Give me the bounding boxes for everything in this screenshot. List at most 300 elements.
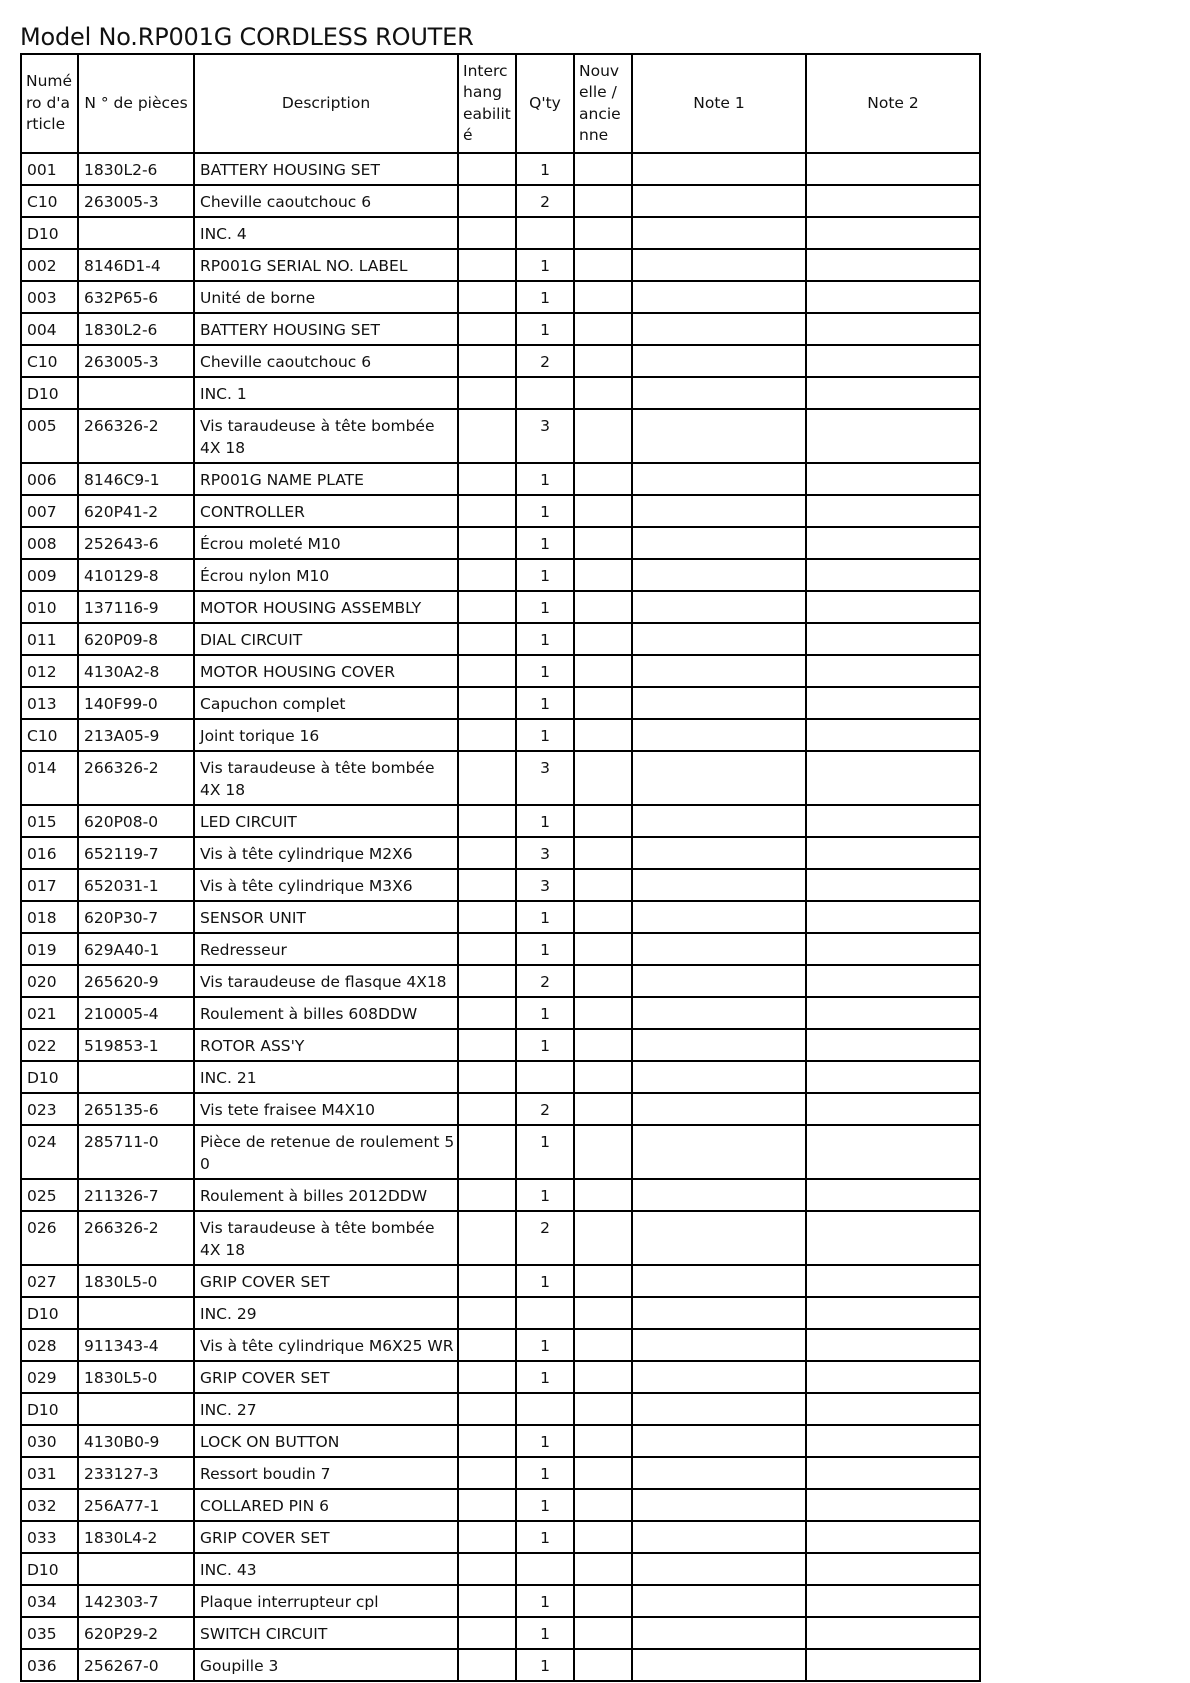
- interchangeability-cell: [458, 1125, 516, 1179]
- new-old-cell: [574, 1521, 632, 1553]
- item-number-cell: D10: [21, 377, 78, 409]
- note-1-cell: [632, 1457, 806, 1489]
- item-number-cell: 007: [21, 495, 78, 527]
- quantity-cell: 1: [516, 901, 574, 933]
- new-old-cell: [574, 751, 632, 805]
- table-row: [21, 1179, 980, 1211]
- item-number-cell: 009: [21, 559, 78, 591]
- header-note-2: Note 2: [806, 54, 980, 153]
- interchangeability-cell: [458, 313, 516, 345]
- interchangeability-cell: [458, 591, 516, 623]
- new-old-cell: [574, 965, 632, 997]
- item-number-cell: 026: [21, 1211, 78, 1265]
- table-row: [21, 1061, 980, 1093]
- note-1-cell: [632, 281, 806, 313]
- note-2-cell: [806, 463, 980, 495]
- note-2-cell: [806, 1125, 980, 1179]
- interchangeability-cell: [458, 409, 516, 463]
- item-number-cell: D10: [21, 1393, 78, 1425]
- description-cell: LOCK ON BUTTON: [194, 1425, 458, 1457]
- note-1-cell: [632, 527, 806, 559]
- note-1-cell: [632, 1179, 806, 1211]
- item-number-cell: 011: [21, 623, 78, 655]
- table-row: [21, 153, 980, 185]
- quantity-cell: [516, 1297, 574, 1329]
- note-2-cell: [806, 1179, 980, 1211]
- new-old-cell: [574, 805, 632, 837]
- note-2-cell: [806, 687, 980, 719]
- quantity-cell: 1: [516, 1617, 574, 1649]
- item-number-cell: 020: [21, 965, 78, 997]
- description-cell: Vis à tête cylindrique M6X25 WR: [194, 1329, 458, 1361]
- part-number-cell: 1830L4-2: [78, 1521, 194, 1553]
- quantity-cell: 1: [516, 249, 574, 281]
- quantity-cell: 1: [516, 591, 574, 623]
- new-old-cell: [574, 1211, 632, 1265]
- note-2-cell: [806, 217, 980, 249]
- note-2-cell: [806, 1029, 980, 1061]
- description-cell: DIAL CIRCUIT: [194, 623, 458, 655]
- note-1-cell: [632, 1125, 806, 1179]
- part-number-cell: 632P65-6: [78, 281, 194, 313]
- note-1-cell: [632, 1553, 806, 1585]
- description-cell: SENSOR UNIT: [194, 901, 458, 933]
- quantity-cell: 1: [516, 933, 574, 965]
- table-row: [21, 623, 980, 655]
- note-1-cell: [632, 1093, 806, 1125]
- part-number-cell: 652031-1: [78, 869, 194, 901]
- quantity-cell: 1: [516, 719, 574, 751]
- new-old-cell: [574, 313, 632, 345]
- part-number-cell: 4130A2-8: [78, 655, 194, 687]
- note-2-cell: [806, 1093, 980, 1125]
- description-cell: Roulement à billes 2012DDW: [194, 1179, 458, 1211]
- note-2-cell: [806, 933, 980, 965]
- table-row: [21, 249, 980, 281]
- note-1-cell: [632, 1425, 806, 1457]
- part-number-cell: 211326-7: [78, 1179, 194, 1211]
- part-number-cell: 252643-6: [78, 527, 194, 559]
- header-description: Description: [194, 54, 458, 153]
- note-1-cell: [632, 719, 806, 751]
- item-number-cell: D10: [21, 1061, 78, 1093]
- part-number-cell: 1830L5-0: [78, 1361, 194, 1393]
- note-1-cell: [632, 1361, 806, 1393]
- description-cell: ROTOR ASS'Y: [194, 1029, 458, 1061]
- table-row: [21, 1617, 980, 1649]
- quantity-cell: 2: [516, 345, 574, 377]
- document-title: Model No.RP001G CORDLESS ROUTER: [20, 23, 474, 51]
- part-number-cell: 256A77-1: [78, 1489, 194, 1521]
- part-number-cell: 620P29-2: [78, 1617, 194, 1649]
- new-old-cell: [574, 185, 632, 217]
- note-1-cell: [632, 1329, 806, 1361]
- note-2-cell: [806, 1585, 980, 1617]
- note-1-cell: [632, 559, 806, 591]
- description-cell: RP001G SERIAL NO. LABEL: [194, 249, 458, 281]
- table-row: [21, 997, 980, 1029]
- interchangeability-cell: [458, 869, 516, 901]
- note-1-cell: [632, 623, 806, 655]
- quantity-cell: 1: [516, 1179, 574, 1211]
- header-note-1: Note 1: [632, 54, 806, 153]
- quantity-cell: 1: [516, 463, 574, 495]
- description-cell: Cheville caoutchouc 6: [194, 345, 458, 377]
- new-old-cell: [574, 1553, 632, 1585]
- interchangeability-cell: [458, 495, 516, 527]
- note-1-cell: [632, 463, 806, 495]
- note-2-cell: [806, 527, 980, 559]
- table-row: [21, 751, 980, 805]
- note-2-cell: [806, 1211, 980, 1265]
- interchangeability-cell: [458, 185, 516, 217]
- note-2-cell: [806, 1329, 980, 1361]
- new-old-cell: [574, 1093, 632, 1125]
- part-number-cell: [78, 1297, 194, 1329]
- part-number-cell: 652119-7: [78, 837, 194, 869]
- note-2-cell: [806, 591, 980, 623]
- new-old-cell: [574, 1393, 632, 1425]
- item-number-cell: 034: [21, 1585, 78, 1617]
- quantity-cell: 1: [516, 313, 574, 345]
- part-number-cell: 1830L2-6: [78, 313, 194, 345]
- table-row: [21, 901, 980, 933]
- interchangeability-cell: [458, 559, 516, 591]
- note-1-cell: [632, 1521, 806, 1553]
- part-number-cell: 519853-1: [78, 1029, 194, 1061]
- note-1-cell: [632, 687, 806, 719]
- note-1-cell: [632, 837, 806, 869]
- table-row: [21, 313, 980, 345]
- new-old-cell: [574, 409, 632, 463]
- interchangeability-cell: [458, 837, 516, 869]
- table-row: [21, 965, 980, 997]
- note-2-cell: [806, 153, 980, 185]
- interchangeability-cell: [458, 377, 516, 409]
- interchangeability-cell: [458, 249, 516, 281]
- part-number-cell: [78, 1393, 194, 1425]
- note-1-cell: [632, 805, 806, 837]
- table-row: [21, 1457, 980, 1489]
- new-old-cell: [574, 1585, 632, 1617]
- header-row: [21, 54, 980, 153]
- table-row: [21, 495, 980, 527]
- new-old-cell: [574, 495, 632, 527]
- part-number-cell: 233127-3: [78, 1457, 194, 1489]
- header-part-number: N ° de pièces: [78, 54, 194, 153]
- table-row: [21, 591, 980, 623]
- description-cell: COLLARED PIN 6: [194, 1489, 458, 1521]
- quantity-cell: 2: [516, 1211, 574, 1265]
- table-row: [21, 933, 980, 965]
- note-2-cell: [806, 1361, 980, 1393]
- quantity-cell: 1: [516, 1425, 574, 1457]
- quantity-cell: 1: [516, 1649, 574, 1681]
- table-row: [21, 1521, 980, 1553]
- quantity-cell: 2: [516, 1093, 574, 1125]
- item-number-cell: 001: [21, 153, 78, 185]
- part-number-cell: 8146C9-1: [78, 463, 194, 495]
- new-old-cell: [574, 377, 632, 409]
- description-cell: LED CIRCUIT: [194, 805, 458, 837]
- description-cell: GRIP COVER SET: [194, 1265, 458, 1297]
- note-1-cell: [632, 655, 806, 687]
- item-number-cell: 031: [21, 1457, 78, 1489]
- description-cell: INC. 43: [194, 1553, 458, 1585]
- interchangeability-cell: [458, 153, 516, 185]
- new-old-cell: [574, 1649, 632, 1681]
- part-number-cell: 266326-2: [78, 409, 194, 463]
- new-old-cell: [574, 1029, 632, 1061]
- header-quantity: Q'ty: [516, 54, 574, 153]
- quantity-cell: 1: [516, 153, 574, 185]
- part-number-cell: 256267-0: [78, 1649, 194, 1681]
- description-cell: SWITCH CIRCUIT: [194, 1617, 458, 1649]
- quantity-cell: [516, 1061, 574, 1093]
- quantity-cell: 1: [516, 281, 574, 313]
- part-number-cell: 265135-6: [78, 1093, 194, 1125]
- table-row: [21, 687, 980, 719]
- note-1-cell: [632, 1649, 806, 1681]
- note-2-cell: [806, 1649, 980, 1681]
- interchangeability-cell: [458, 527, 516, 559]
- note-2-cell: [806, 377, 980, 409]
- new-old-cell: [574, 623, 632, 655]
- new-old-cell: [574, 1457, 632, 1489]
- new-old-cell: [574, 345, 632, 377]
- description-cell: INC. 1: [194, 377, 458, 409]
- table-row: [21, 1029, 980, 1061]
- note-2-cell: [806, 965, 980, 997]
- interchangeability-cell: [458, 965, 516, 997]
- item-number-cell: 030: [21, 1425, 78, 1457]
- note-2-cell: [806, 185, 980, 217]
- quantity-cell: 1: [516, 1585, 574, 1617]
- note-2-cell: [806, 623, 980, 655]
- new-old-cell: [574, 687, 632, 719]
- item-number-cell: 013: [21, 687, 78, 719]
- quantity-cell: 1: [516, 1521, 574, 1553]
- note-1-cell: [632, 185, 806, 217]
- item-number-cell: 018: [21, 901, 78, 933]
- note-2-cell: [806, 837, 980, 869]
- interchangeability-cell: [458, 1649, 516, 1681]
- quantity-cell: 1: [516, 495, 574, 527]
- description-cell: INC. 4: [194, 217, 458, 249]
- note-1-cell: [632, 997, 806, 1029]
- note-1-cell: [632, 933, 806, 965]
- part-number-cell: 142303-7: [78, 1585, 194, 1617]
- header-item-number: Numé ro d'a rticle: [21, 54, 78, 153]
- part-number-cell: 140F99-0: [78, 687, 194, 719]
- description-cell: Joint torique 16: [194, 719, 458, 751]
- new-old-cell: [574, 1179, 632, 1211]
- quantity-cell: 1: [516, 1329, 574, 1361]
- item-number-cell: 033: [21, 1521, 78, 1553]
- description-cell: BATTERY HOUSING SET: [194, 313, 458, 345]
- description-cell: Unité de borne: [194, 281, 458, 313]
- interchangeability-cell: [458, 1521, 516, 1553]
- interchangeability-cell: [458, 1489, 516, 1521]
- new-old-cell: [574, 463, 632, 495]
- quantity-cell: 1: [516, 1489, 574, 1521]
- description-cell: MOTOR HOUSING ASSEMBLY: [194, 591, 458, 623]
- parts-table-body: [21, 153, 980, 1681]
- description-cell: Plaque interrupteur cpl: [194, 1585, 458, 1617]
- table-row: [21, 1393, 980, 1425]
- description-cell: GRIP COVER SET: [194, 1361, 458, 1393]
- quantity-cell: 1: [516, 655, 574, 687]
- quantity-cell: 3: [516, 837, 574, 869]
- note-1-cell: [632, 1061, 806, 1093]
- note-1-cell: [632, 1029, 806, 1061]
- table-row: [21, 527, 980, 559]
- description-cell: Vis taraudeuse à tête bombée 4X 18: [194, 751, 458, 805]
- part-number-cell: 620P30-7: [78, 901, 194, 933]
- new-old-cell: [574, 1265, 632, 1297]
- note-2-cell: [806, 869, 980, 901]
- note-1-cell: [632, 217, 806, 249]
- interchangeability-cell: [458, 345, 516, 377]
- item-number-cell: 005: [21, 409, 78, 463]
- description-cell: RP001G NAME PLATE: [194, 463, 458, 495]
- part-number-cell: 620P09-8: [78, 623, 194, 655]
- item-number-cell: D10: [21, 1297, 78, 1329]
- note-1-cell: [632, 869, 806, 901]
- interchangeability-cell: [458, 805, 516, 837]
- note-2-cell: [806, 805, 980, 837]
- description-cell: Pièce de retenue de roulement 5 0: [194, 1125, 458, 1179]
- new-old-cell: [574, 1361, 632, 1393]
- new-old-cell: [574, 1425, 632, 1457]
- quantity-cell: 3: [516, 409, 574, 463]
- part-number-cell: 8146D1-4: [78, 249, 194, 281]
- note-2-cell: [806, 751, 980, 805]
- table-row: [21, 559, 980, 591]
- new-old-cell: [574, 869, 632, 901]
- part-number-cell: 137116-9: [78, 591, 194, 623]
- item-number-cell: 027: [21, 1265, 78, 1297]
- interchangeability-cell: [458, 623, 516, 655]
- description-cell: Vis à tête cylindrique M2X6: [194, 837, 458, 869]
- new-old-cell: [574, 1329, 632, 1361]
- table-row: [21, 1361, 980, 1393]
- item-number-cell: 021: [21, 997, 78, 1029]
- note-1-cell: [632, 591, 806, 623]
- interchangeability-cell: [458, 719, 516, 751]
- new-old-cell: [574, 153, 632, 185]
- item-number-cell: 024: [21, 1125, 78, 1179]
- note-1-cell: [632, 1489, 806, 1521]
- part-number-cell: 911343-4: [78, 1329, 194, 1361]
- note-2-cell: [806, 1553, 980, 1585]
- table-row: [21, 837, 980, 869]
- table-row: [21, 869, 980, 901]
- note-1-cell: [632, 1211, 806, 1265]
- description-cell: Goupille 3: [194, 1649, 458, 1681]
- description-cell: Vis taraudeuse à tête bombée 4X 18: [194, 409, 458, 463]
- table-row: [21, 185, 980, 217]
- part-number-cell: 629A40-1: [78, 933, 194, 965]
- note-2-cell: [806, 345, 980, 377]
- table-row: [21, 217, 980, 249]
- item-number-cell: 016: [21, 837, 78, 869]
- note-2-cell: [806, 559, 980, 591]
- interchangeability-cell: [458, 1297, 516, 1329]
- interchangeability-cell: [458, 687, 516, 719]
- item-number-cell: 012: [21, 655, 78, 687]
- description-cell: Ressort boudin 7: [194, 1457, 458, 1489]
- item-number-cell: 010: [21, 591, 78, 623]
- table-row: [21, 719, 980, 751]
- new-old-cell: [574, 281, 632, 313]
- new-old-cell: [574, 655, 632, 687]
- new-old-cell: [574, 1489, 632, 1521]
- item-number-cell: 035: [21, 1617, 78, 1649]
- note-2-cell: [806, 1617, 980, 1649]
- header-new-old: Nouv elle / ancie nne: [574, 54, 632, 153]
- interchangeability-cell: [458, 463, 516, 495]
- quantity-cell: 2: [516, 965, 574, 997]
- interchangeability-cell: [458, 997, 516, 1029]
- part-number-cell: 263005-3: [78, 345, 194, 377]
- note-2-cell: [806, 1265, 980, 1297]
- quantity-cell: [516, 377, 574, 409]
- item-number-cell: C10: [21, 185, 78, 217]
- note-1-cell: [632, 901, 806, 933]
- table-row: [21, 1211, 980, 1265]
- quantity-cell: 1: [516, 527, 574, 559]
- description-cell: INC. 21: [194, 1061, 458, 1093]
- item-number-cell: 002: [21, 249, 78, 281]
- description-cell: Vis taraudeuse à tête bombée 4X 18: [194, 1211, 458, 1265]
- note-2-cell: [806, 1393, 980, 1425]
- note-1-cell: [632, 153, 806, 185]
- part-number-cell: 620P41-2: [78, 495, 194, 527]
- part-number-cell: 263005-3: [78, 185, 194, 217]
- interchangeability-cell: [458, 281, 516, 313]
- item-number-cell: 025: [21, 1179, 78, 1211]
- table-row: [21, 1585, 980, 1617]
- note-1-cell: [632, 1265, 806, 1297]
- note-2-cell: [806, 313, 980, 345]
- item-number-cell: 003: [21, 281, 78, 313]
- item-number-cell: C10: [21, 719, 78, 751]
- part-number-cell: 285711-0: [78, 1125, 194, 1179]
- interchangeability-cell: [458, 1211, 516, 1265]
- part-number-cell: [78, 1061, 194, 1093]
- table-row: [21, 409, 980, 463]
- item-number-cell: 004: [21, 313, 78, 345]
- table-row: [21, 1093, 980, 1125]
- table-row: [21, 805, 980, 837]
- item-number-cell: 014: [21, 751, 78, 805]
- new-old-cell: [574, 933, 632, 965]
- quantity-cell: 2: [516, 185, 574, 217]
- new-old-cell: [574, 217, 632, 249]
- item-number-cell: 028: [21, 1329, 78, 1361]
- table-row: [21, 281, 980, 313]
- quantity-cell: 3: [516, 751, 574, 805]
- item-number-cell: 023: [21, 1093, 78, 1125]
- note-2-cell: [806, 495, 980, 527]
- interchangeability-cell: [458, 933, 516, 965]
- note-1-cell: [632, 345, 806, 377]
- new-old-cell: [574, 1617, 632, 1649]
- description-cell: Redresseur: [194, 933, 458, 965]
- note-1-cell: [632, 377, 806, 409]
- description-cell: BATTERY HOUSING SET: [194, 153, 458, 185]
